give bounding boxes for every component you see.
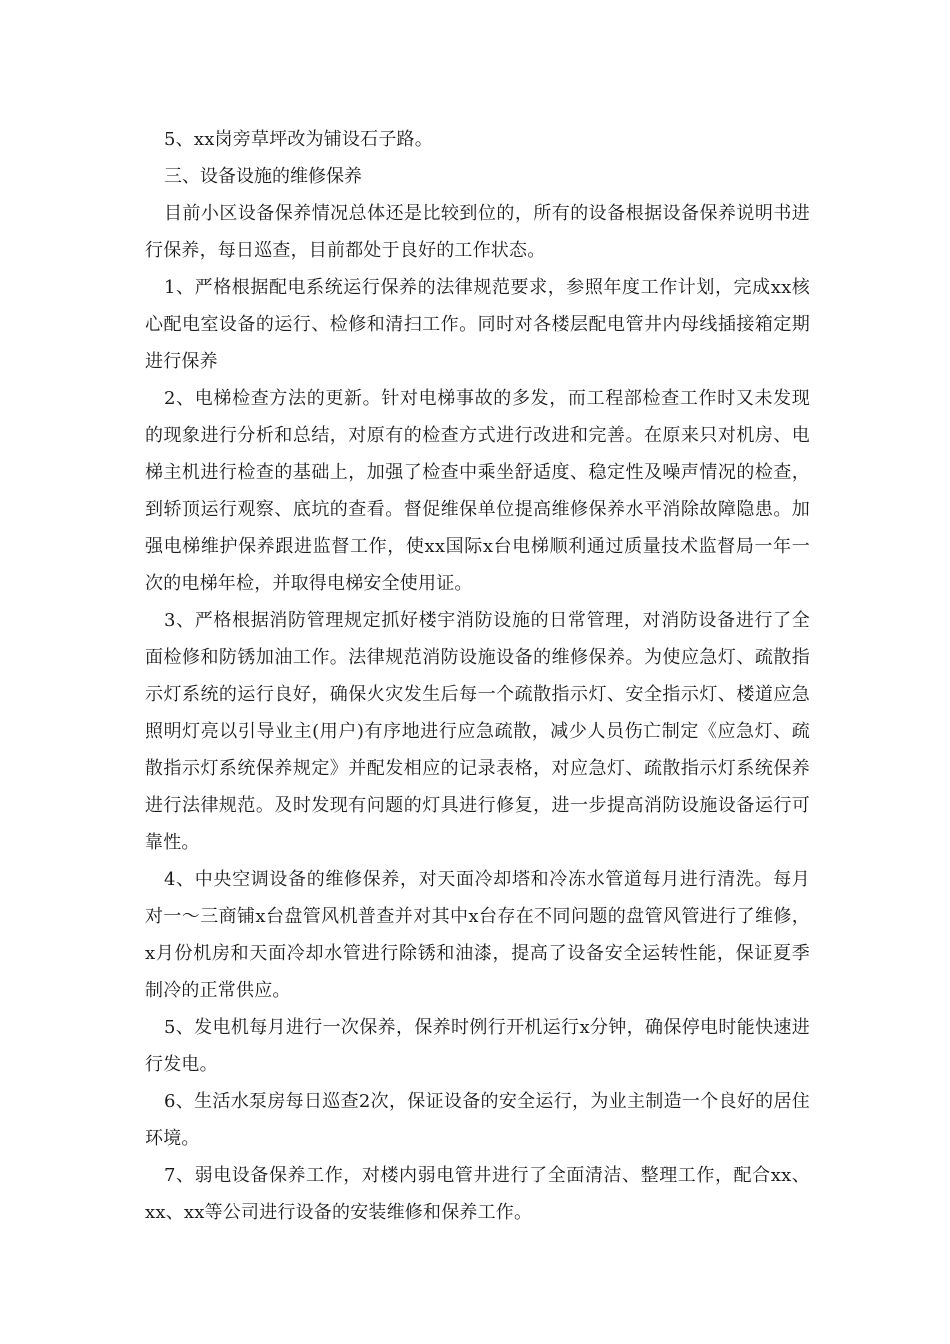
paragraph-item-4-hvac: 4、中央空调设备的维修保养，对天面冷却塔和冷冻水管道每月进行清洗。每月对一～三商铺x台盘管风机普查并对其中x台存在不同问题的盘管风管进行了维修，x月份机房和天面冷却水管进行除锈和油漆，提高了设备安全运转性能，保证夏季制冷的正常供应。: [145, 869, 810, 1001]
paragraph-item-7-low-voltage: 7、弱电设备保养工作，对楼内弱电管井进行了全面清洁、整理工作，配合xx、xx、xx等公司进行设备的安装维修和保养工作。: [145, 1165, 810, 1223]
paragraph-overview: 目前小区设备保养情况总体还是比较到位的，所有的设备根据设备保养说明书进行保养，每日巡查，目前都处于良好的工作状态。: [145, 203, 810, 261]
paragraph-item-5-lawn: 5、xx岗旁草坪改为铺设石子路。: [164, 129, 433, 150]
paragraph-item-3-fire: 3、严格根据消防管理规定抓好楼宇消防设施的日常管理，对消防设备进行了全面检修和防锈加油工作。法律规范消防设施设备的维修保养。为使应急灯、疏散指示灯系统的运行良好，确保火灾发生后每一个疏散指示灯、安全指示灯、楼道应急照明灯亮以引导业主(用户)有序地进行应急疏散，减少人员伤亡制定《应急灯、疏散指示灯系统保养规定》并配发相应的记录表格，对应急灯、疏散指示灯系统保养进行法律规范。及时发现有问题的灯具进行修复，进一步提高消防设施设备运行可靠性。: [145, 610, 810, 853]
paragraph-item-1-power: 1、严格根据配电系统运行保养的法律规范要求，参照年度工作计划，完成xx核心配电室设备的运行、检修和清扫工作。同时对各楼层配电管井内母线插接箱定期进行保养: [145, 277, 810, 372]
section-heading-equipment-maintenance: 三、设备设施的维修保养: [164, 166, 362, 187]
paragraph-item-6-water-pump: 6、生活水泵房每日巡查2次，保证设备的安全运行，为业主制造一个良好的居住环境。: [145, 1091, 810, 1149]
paragraph-item-2-elevator: 2、电梯检查方法的更新。针对电梯事故的多发，而工程部检查工作时又未发现的现象进行分析和总结，对原有的检查方式进行改进和完善。在原来只对机房、电梯主机进行检查的基础上，加强了检查中乘坐舒适度、稳定性及噪声情况的检查，到轿顶运行观察、底坑的查看。督促维保单位提高维修保养水平消除故障隐患。加强电梯维护保养跟进监督工作，使xx国际x台电梯顺利通过质量技术监督局一年一次的电梯年检，并取得电梯安全使用证。: [145, 388, 810, 594]
paragraph-item-5-generator: 5、发电机每月进行一次保养，保养时例行开机运行x分钟，确保停电时能快速进行发电。: [145, 1017, 810, 1075]
document-body: [145, 121, 810, 1231]
